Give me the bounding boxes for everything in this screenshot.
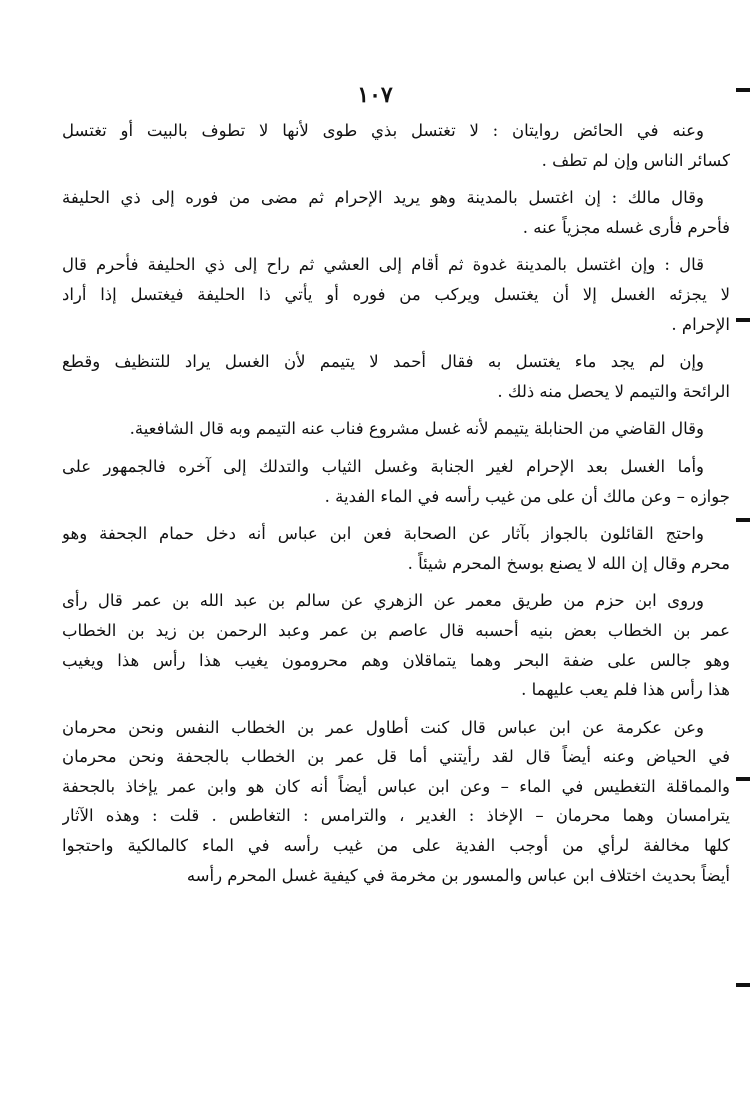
text-line: كسائر الناس وإن لم تطف . — [541, 150, 730, 170]
body-text — [62, 116, 730, 890]
text-line: كلها مخالفة لرأي من أوجب الفدية على من غيب رأسه في الماء كالمالكية واحتجوا — [62, 836, 730, 856]
paragraph — [62, 116, 730, 175]
text-line: جوازه – وعن مالك أن على من غيب رأسه في الماء الفدية . — [324, 486, 730, 506]
text-line: وأما الغسل بعد الإحرام لغير الجنابة وغسل الثياب والتدلك إلى آخره فالجمهور على — [62, 456, 704, 476]
text-line: والمماقلة التغطيس في الماء – وعن ابن عباس أيضاً أنه كان هو وابن عمر يإخاذ بالجحفة — [62, 776, 730, 796]
text-line: فأحرم فأرى غسله مجزياً عنه . — [522, 217, 730, 237]
paragraph — [62, 713, 730, 891]
paragraph-gap — [62, 175, 730, 183]
paragraph-gap — [62, 339, 730, 347]
paragraph-gap — [62, 511, 730, 519]
paragraph-gap — [62, 705, 730, 713]
text-line: وقال مالك : إن اغتسل بالمدينة وهو يريد الإحرام ثم مضى من فوره إلى ذي الحليفة — [62, 188, 704, 208]
paragraph — [62, 183, 730, 242]
paragraph — [62, 414, 730, 444]
paragraph-gap — [62, 444, 730, 452]
text-line: في الحياض وعنه أيضاً قال لقد رأيتني أما قل عمر بن الخطاب بالجحفة ونحن محرمان — [62, 747, 730, 767]
text-line: الرائحة والتيمم لا يحصل منه ذلك . — [497, 381, 730, 401]
text-line: وعن عكرمة عن ابن عباس قال كنت أطاول عمر بن الخطاب النفس ونحن محرمان — [62, 717, 704, 737]
margin-mark — [736, 983, 750, 987]
paragraph — [62, 250, 730, 339]
paragraph-gap — [62, 578, 730, 586]
paragraph-gap — [62, 406, 730, 414]
text-line: وإن لم يجد ماء يغتسل به فقال أحمد لا يتيمم لأن الغسل يراد للتنظيف وقطع — [62, 352, 704, 372]
text-line: هذا رأس هذا فلم يعب عليهما . — [521, 680, 730, 700]
text-line: عمر بن الخطاب بعض بنيه أحسبه قال عاصم بن عمر وعبد الرحمن بن زيد بن الخطاب — [62, 620, 730, 640]
text-line: يترامسان وهما محرمان – الإخاذ : الغدير ، والترامس : التغاطس . قلت : وهذه الآثار — [62, 806, 730, 826]
text-line: واحتج القائلون بالجواز بآثار عن الصحابة فعن ابن عباس أنه دخل حمام الجحفة وهو — [62, 524, 704, 544]
paragraph — [62, 452, 730, 511]
text-line: وروى ابن حزم من طريق معمر عن الزهري عن سالم بن عبد الله بن عمر قال رأى — [62, 591, 704, 611]
paragraph — [62, 347, 730, 406]
page-number: ١٠٧ — [357, 82, 393, 108]
margin-mark — [736, 88, 750, 92]
paragraph — [62, 586, 730, 704]
text-line: أيضاً بحديث اختلاف ابن عباس والمسور بن مخرمة في كيفية غسل المحرم رأسه — [186, 865, 730, 885]
text-line: محرم وقال إن الله لا يصنع بوسخ المحرم شيئاً . — [407, 553, 730, 573]
text-line: لا يجزئه الغسل إلا أن يغتسل ويركب من فوره أو يأتي ذا الحليفة فيغتسل إذا أراد — [62, 284, 730, 304]
paragraph-gap — [62, 242, 730, 250]
margin-mark — [736, 318, 750, 322]
paragraph — [62, 519, 730, 578]
margin-mark — [736, 777, 750, 781]
text-line: وعنه في الحائض روايتان : لا تغتسل بذي طوى لأنها لا تطوف بالبيت أو تغتسل — [62, 121, 704, 140]
text-line: الإحرام . — [671, 314, 730, 334]
text-line: قال : وإن اغتسل بالمدينة غدوة ثم أقام إلى العشي ثم راح إلى ذي الحليفة فأحرم قال — [62, 255, 704, 275]
text-line: وهو جالس على ضفة البحر وهما يتماقلان وهم محرومون يغيب هذا رأس هذا ويغيب — [62, 650, 730, 670]
text-line: وقال القاضي من الحنابلة يتيمم لأنه غسل مشروع فناب عنه التيمم وبه قال الشافعية. — [129, 419, 704, 439]
margin-mark — [736, 518, 750, 522]
